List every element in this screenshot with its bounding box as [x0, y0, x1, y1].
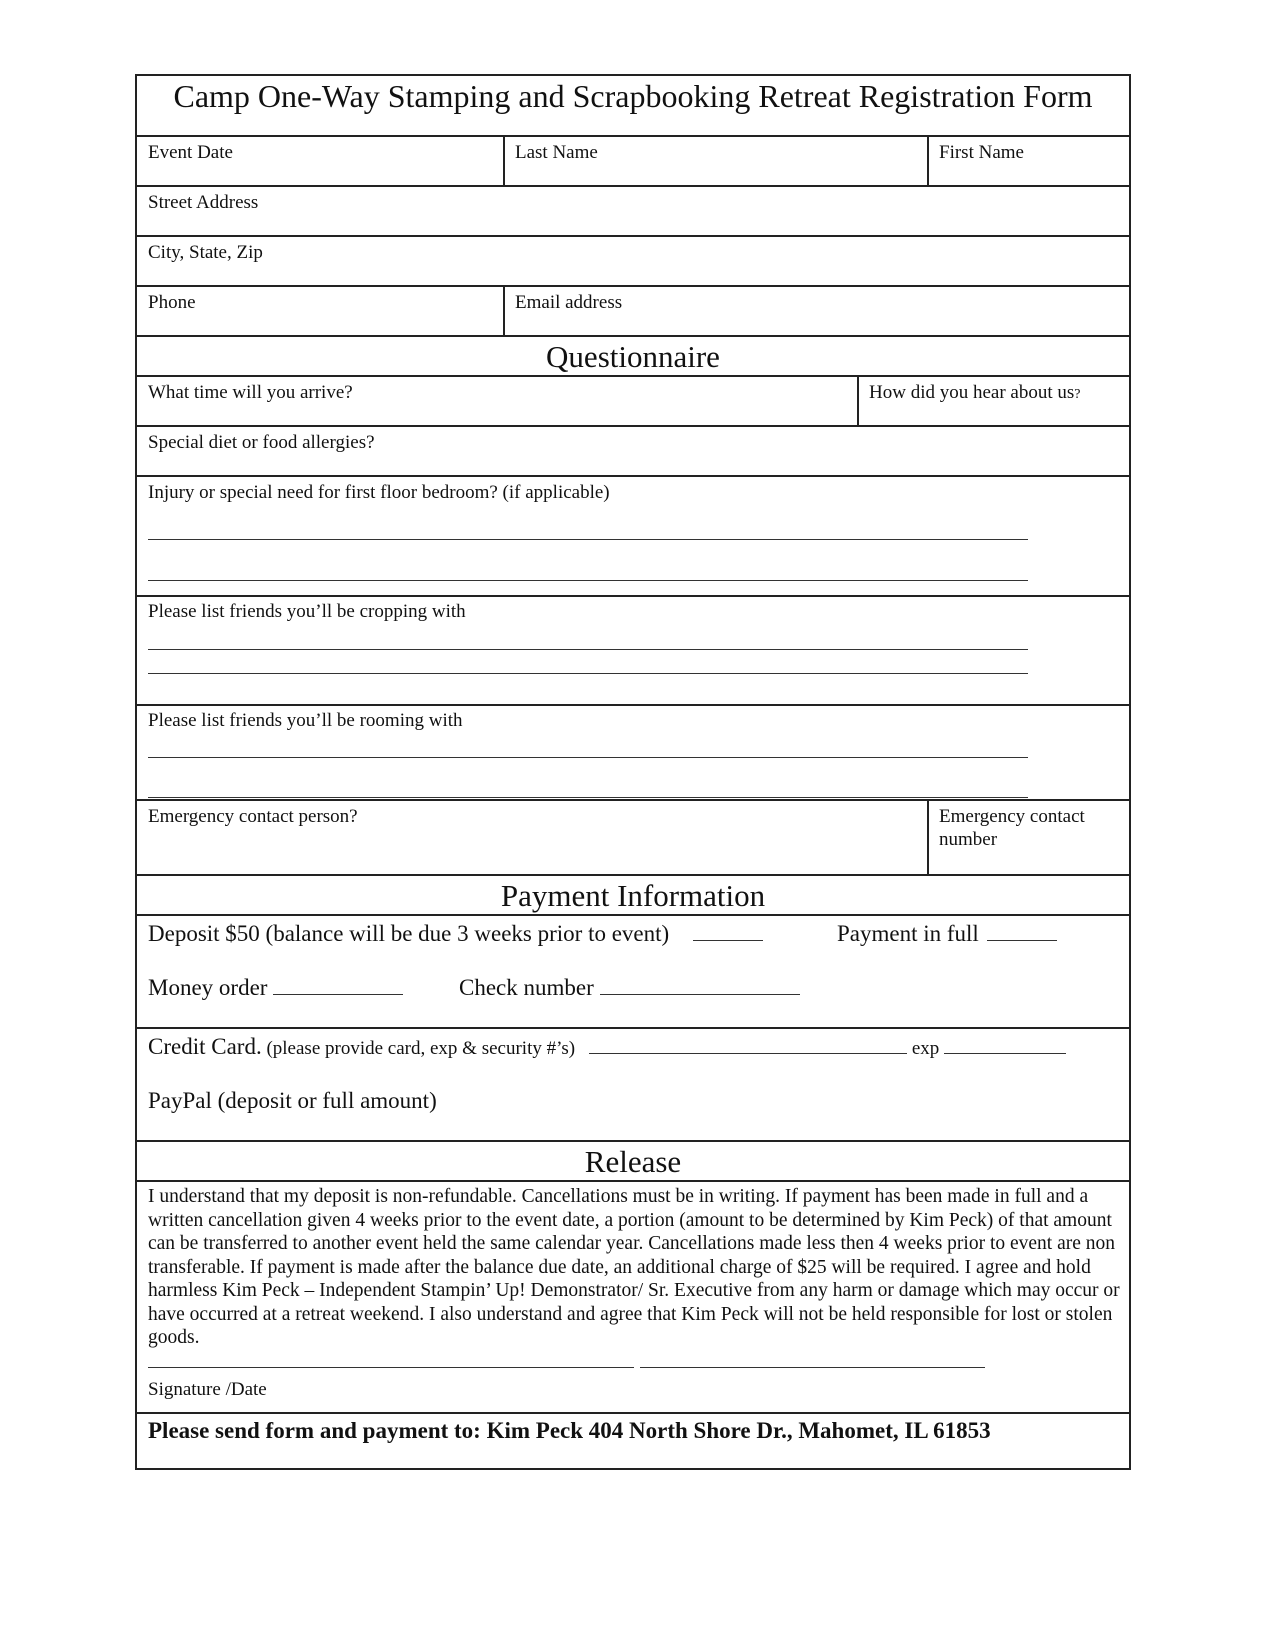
money-order-option [148, 974, 403, 1002]
deposit-label: Deposit $50 (balance will be due 3 weeks prior to event) [148, 921, 670, 946]
name-row [137, 137, 1129, 187]
full-payment-blank[interactable] [987, 920, 1057, 941]
email-field[interactable]: Email address [515, 292, 623, 313]
card-paypal-row [137, 1029, 1129, 1142]
payment-heading-row [137, 876, 1129, 916]
rooming-friends-label: Please list friends you’ll be rooming with [148, 710, 463, 731]
divider [927, 801, 929, 874]
money-order-label: Money order [148, 975, 268, 1000]
referral-question-mark: ? [1074, 387, 1081, 402]
questionnaire-heading: Questionnaire [546, 339, 720, 374]
full-payment-label: Payment in full [837, 921, 979, 946]
emergency-number-label-line1: Emergency contact [939, 806, 1085, 827]
rooming-row [137, 706, 1129, 801]
credit-card-option [148, 1033, 1066, 1061]
city-state-zip-field[interactable]: City, State, Zip [148, 242, 263, 263]
rooming-answer-line[interactable] [148, 757, 1028, 758]
arrival-row [137, 377, 1129, 427]
injury-label: Injury or special need for first floor bedroom? (if applicable) [148, 482, 610, 503]
divider [503, 137, 505, 185]
referral-label: How did you hear about us [869, 382, 1075, 403]
emergency-contact-person-field[interactable]: Emergency contact person? [148, 806, 358, 827]
check-number-blank[interactable] [600, 974, 800, 995]
emergency-row [137, 801, 1129, 876]
event-date-field[interactable]: Event Date [148, 142, 233, 163]
contact-row [137, 287, 1129, 337]
card-number-blank[interactable] [589, 1033, 907, 1054]
payment-heading: Payment Information [500, 878, 766, 913]
release-row [137, 1182, 1129, 1414]
deposit-blank[interactable] [693, 920, 763, 941]
phone-field[interactable]: Phone [148, 292, 196, 313]
referral-field[interactable] [869, 381, 1081, 406]
cropping-answer-line[interactable] [148, 649, 1028, 650]
city-row [137, 237, 1129, 287]
arrival-time-field[interactable]: What time will you arrive? [148, 382, 353, 403]
emergency-contact-number-field[interactable] [939, 805, 1085, 851]
street-row [137, 187, 1129, 237]
questionnaire-heading-row [137, 337, 1129, 377]
registration-form [135, 74, 1131, 1470]
rooming-answer-line[interactable] [148, 797, 1028, 798]
payment-options-row [137, 916, 1129, 1029]
injury-answer-line[interactable] [148, 539, 1028, 540]
title-row [137, 76, 1129, 137]
injury-answer-line[interactable] [148, 580, 1028, 581]
cropping-row [137, 597, 1129, 706]
divider [503, 287, 505, 335]
money-order-blank[interactable] [273, 974, 403, 995]
exp-label: exp [911, 1038, 940, 1059]
first-name-field[interactable]: First Name [939, 142, 1024, 163]
signature-date-label: Signature /Date [148, 1379, 267, 1400]
divider [927, 137, 929, 185]
paypal-option: PayPal (deposit or full amount) [148, 1088, 437, 1113]
release-heading: Release [584, 1144, 682, 1179]
cropping-friends-label: Please list friends you’ll be cropping with [148, 601, 466, 622]
full-payment-option [837, 920, 1057, 948]
last-name-field[interactable]: Last Name [515, 142, 598, 163]
release-text: I understand that my deposit is non-refundable. Cancellations must be in writing. If payment has been made in full and a written cancellation given 4 weeks prior to the event date, a portion (amount to be determined by Kim Peck) of that amount can be transferred to another event held the same calendar year. Cancellations made less then 4 weeks prior to event are non transferable. If payment is made after the balance due date, an additional charge of $25 will be required. I agree and hold harmless Kim Peck – Independent Stampin’ Up! Demonstrator/ Sr. Executive from any harm or damage which may occur or have occurred at a retreat weekend. I also understand and agree that Kim Peck will not be held responsible for lost or stolen goods. [148, 1186, 1120, 1348]
diet-allergies-field[interactable]: Special diet or food allergies? [148, 432, 375, 453]
credit-card-label: Credit Card. [148, 1034, 262, 1059]
exp-blank[interactable] [944, 1033, 1066, 1054]
credit-card-note: (please provide card, exp & security #’s) [266, 1038, 576, 1059]
check-number-option [459, 974, 800, 1002]
signature-line[interactable] [148, 1367, 634, 1368]
emergency-number-label-line2: number [939, 829, 998, 850]
footer-row [137, 1414, 1129, 1470]
cropping-answer-line[interactable] [148, 673, 1028, 674]
street-address-field[interactable]: Street Address [148, 192, 259, 213]
check-number-label: Check number [459, 975, 594, 1000]
release-heading-row [137, 1142, 1129, 1182]
diet-row [137, 427, 1129, 477]
injury-row [137, 477, 1129, 597]
deposit-option [148, 920, 763, 948]
date-line[interactable] [640, 1367, 985, 1368]
mailing-instructions: Please send form and payment to: Kim Peck 404 North Shore Dr., Mahomet, IL 61853 [148, 1418, 991, 1443]
form-title: Camp One-Way Stamping and Scrapbooking Retreat Registration Form [173, 78, 1093, 114]
divider [857, 377, 859, 425]
